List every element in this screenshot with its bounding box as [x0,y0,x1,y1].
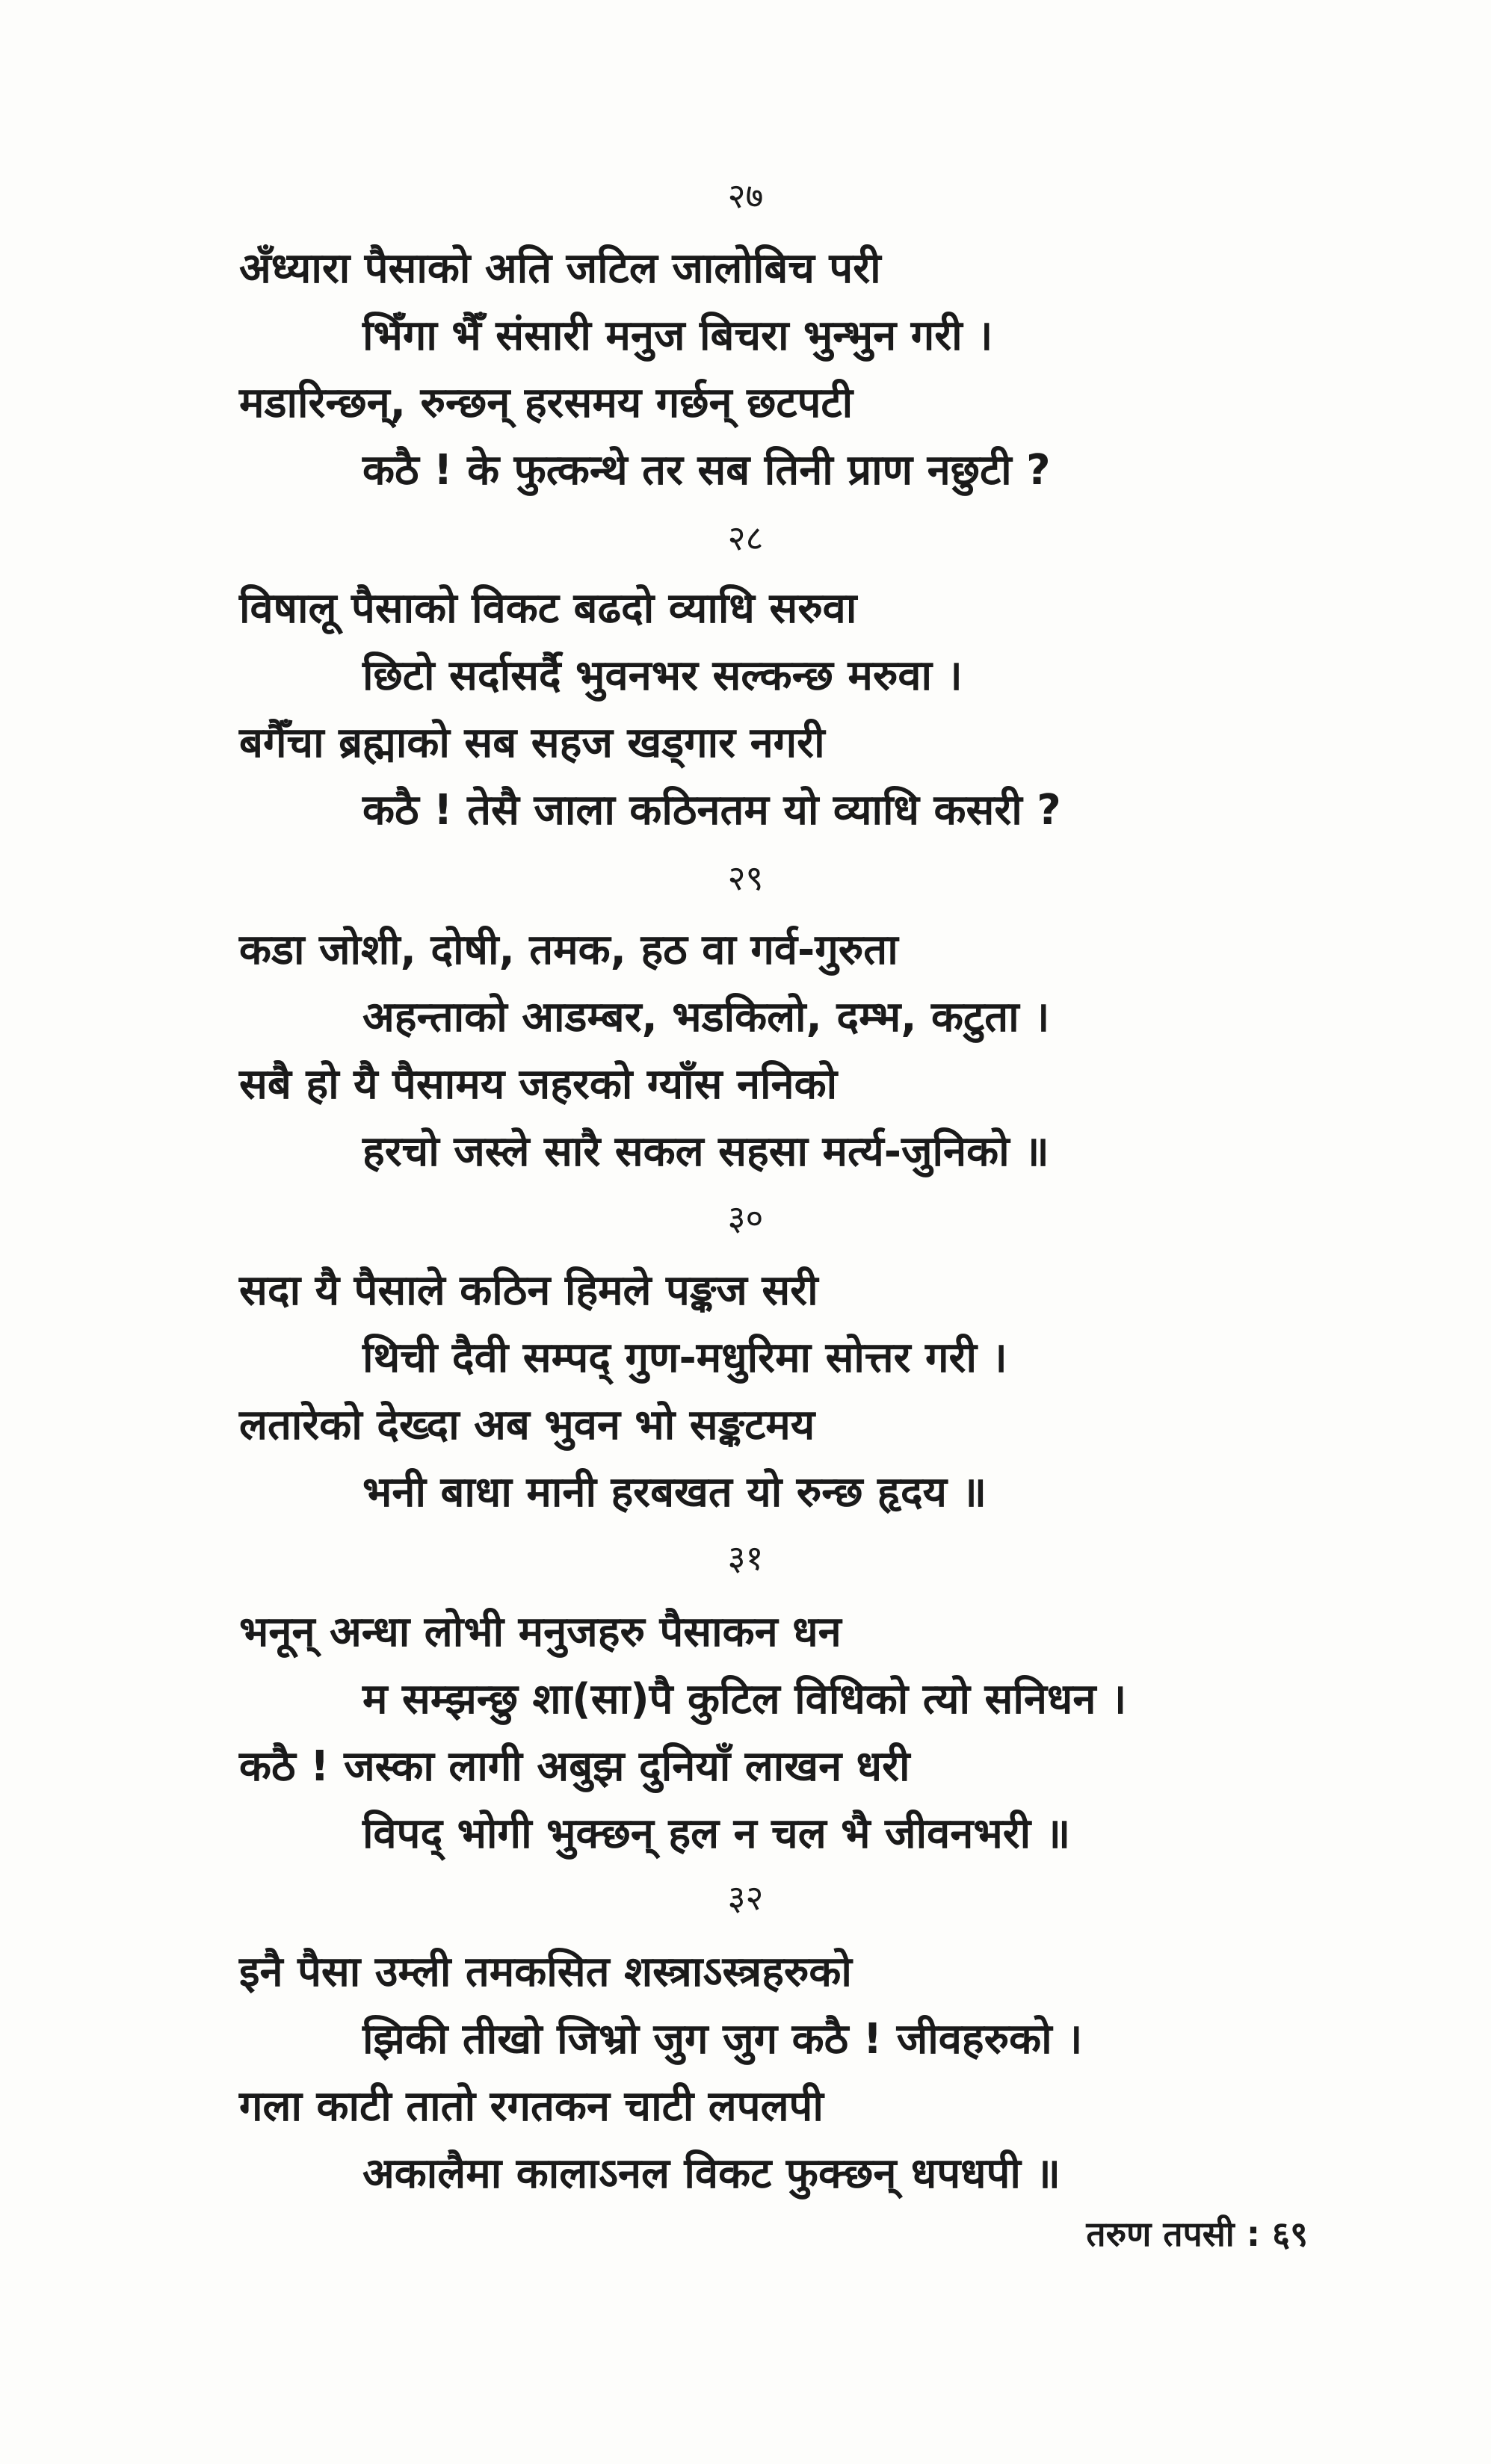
verse-line: लतारेको देख्दा अब भुवन भो सङ्कटमय [239,1401,815,1449]
stanza-number: २९ [727,858,764,898]
verse-line: थिची दैवी सम्पद् गुण-मधुरिमा सोत्तर गरी । [362,1334,1007,1382]
stanza-number: २७ [727,176,764,216]
verse-line: कठै ! के फुत्कन्थे तर सब तिनी प्राण नछुटी ? [362,446,1051,495]
stanza-number: ३१ [727,1538,764,1578]
verse-line: भनी बाधा मानी हरबखत यो रुन्छ हृदय ॥ [362,1468,987,1517]
verse-line: इनै पैसा उम्ली तमकसित शस्त्राऽस्त्रहरुको [239,1948,852,1996]
stanza-number: ३० [727,1198,764,1238]
verse-line: अँध्यारा पैसाको अति जटिल जालोबिच परी [239,244,881,293]
verse-line: झिकी तीखो जिभ्रो जुग जुग कठै ! जीवहरुको । [362,2015,1083,2064]
verse-line: भिँगा भैँ संसारी मनुज बिचरा भुन्भुन गरी । [362,312,993,360]
stanza-number: ३२ [727,1878,764,1918]
verse-line: कठै ! तेसै जाला कठिनतम यो व्याधि कसरी ? [362,786,1061,835]
verse-line: अहन्ताको आडम्बर, भडकिलो, दम्भ, कटुता । [362,993,1050,1041]
verse-line: भनून् अन्धा लोभी मनुजहरु पैसाकन धन [239,1608,842,1656]
verse-line: विषालू पैसाको विकट बढदो व्याधि सरुवा [239,584,857,633]
verse-line: हरचो जस्ले सारै सकल सहसा मर्त्य-जुनिको ॥ [362,1127,1049,1176]
verse-line: कडा जोशी, दोषी, तमक, हठ वा गर्व-गुरुता [239,926,898,974]
verse-line: बगैँचा ब्रह्माको सब सहज खड्गार नगरी [239,719,825,767]
verse-line: मडारिन्छन्, रुन्छन् हरसमय गर्छन् छटपटी [239,379,853,427]
verse-line: सदा यै पैसाले कठिन हिमले पङ्कज सरी [239,1266,818,1315]
verse-line: म सम्झन्छु शा(सा)पै कुटिल विधिको त्यो सनिधन । [362,1675,1127,1724]
footer-separator: : [1246,2214,1261,2254]
verse-line: सबै हो यै पैसामय जहरको ग्याँस ननिको [239,1060,838,1109]
verse-line: विपद् भोगी भुक्छन् हल न चल भै जीवनभरी ॥ [362,1810,1071,1858]
page-number: ६९ [1272,2214,1308,2254]
page-footer [1086,2211,1308,2256]
verse-line: छिटो सर्दासर्दै भुवनभर सल्कन्छ मरुवा । [362,651,963,700]
verse-line: अकालैमा कालाऽनल विकट फुक्छन् धपधपी ॥ [362,2149,1061,2198]
book-title: तरुण तपसी [1086,2214,1235,2254]
verse-line: कठै ! जस्का लागी अबुझ दुनियाँ लाखन धरी [239,1742,910,1791]
stanza-number: २८ [727,518,764,558]
verse-line: गला काटी तातो रगतकन चाटी लपलपी [239,2082,824,2131]
